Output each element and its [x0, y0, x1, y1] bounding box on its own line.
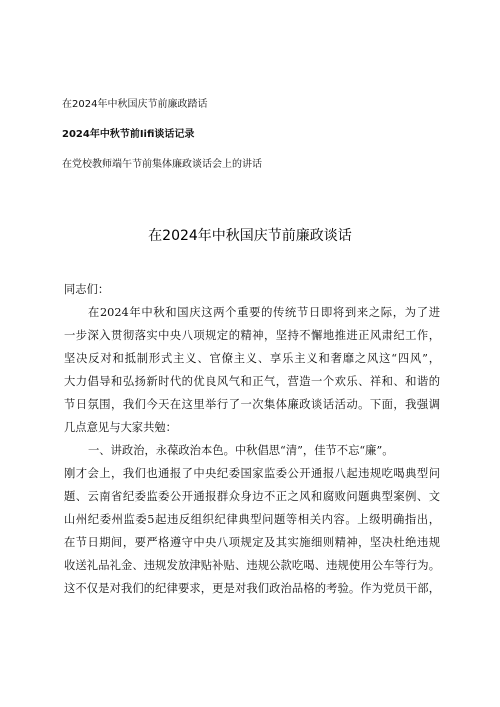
- paragraph-1: [64, 301, 440, 439]
- table-of-contents: [62, 98, 442, 188]
- text-line: 山州纪委州监委5起违反组织纪律典型问题等相关内容。上级明确指出，: [64, 513, 440, 526]
- salutation: 同志们：: [64, 283, 110, 296]
- document-title: 在2024年中秋国庆节前廉政谈话: [148, 228, 352, 244]
- text-line: 坚决反对和抵制形式主义、官僚主义、享乐主义和奢靡之风这“四风”，: [64, 352, 440, 365]
- toc-item[interactable]: 在党校教师端午节前集体廉政谈话会上的讲话: [62, 159, 262, 170]
- text-line: 这不仅是对我们的纪律要求，更是对我们政治品格的考验。作为党员干部，: [64, 582, 440, 595]
- text-line: 一步深入贯彻落实中央八项规定的精神，坚持不懈地推进正风肃纪工作，: [64, 329, 440, 342]
- text-line: 收送礼品礼金、违规发放津贴补贴、违规公款吃喝、违规使用公车等行为。: [64, 559, 440, 572]
- toc-item[interactable]: 2024年中秋节前Iifi谈话记录: [62, 129, 195, 140]
- text-line: 在2024年中秋和国庆这两个重要的传统节日即将到来之际，为了进: [88, 306, 440, 319]
- text-line: 在节日期间，要严格遵守中央八项规定及其实施细则精神，坚决杜绝违规: [64, 536, 440, 549]
- text-line: 几点意见与大家共勉：: [64, 421, 177, 434]
- text-line: 刚才会上，我们也通报了中央纪委国家监委公开通报八起违规吃喝典型问: [64, 467, 440, 480]
- text-line: 题、云南省纪委监委公开通报群众身边不正之风和腐败问题典型案例、文: [64, 490, 440, 503]
- text-line: 一、讲政治，永葆政治本色。中秋倡思“清”，佳节不忘“廉”。: [88, 444, 394, 457]
- toc-item[interactable]: 在2024年中秋国庆节前廉政踏话: [62, 99, 208, 110]
- paragraph-2: [64, 439, 440, 600]
- text-line: 大力倡导和弘扬新时代的优良风气和正气，营造一个欢乐、祥和、和谐的: [64, 375, 440, 388]
- text-line: 节日氛围，我们今天在这里举行了一次集体廉政谈话活动。下面，我强调: [64, 398, 440, 411]
- speech-body: [64, 279, 440, 600]
